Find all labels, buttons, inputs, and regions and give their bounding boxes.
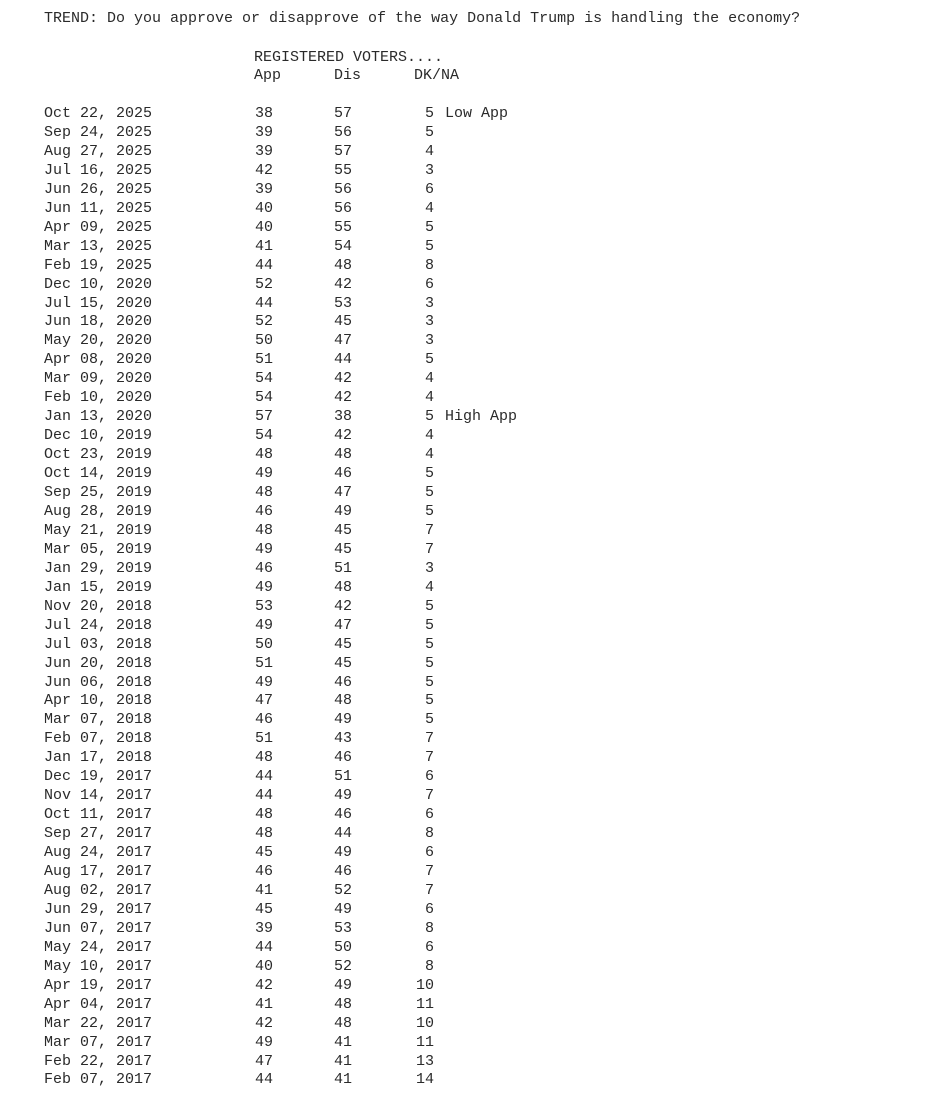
row-approve-value: 49 [255,540,274,558]
row-date: Oct 23, 2019 [44,446,153,464]
row-dk-na-value: 3 [424,332,434,350]
row-date: Feb 22, 2017 [44,1052,153,1070]
row-date: May 20, 2020 [44,332,153,350]
table-row [0,843,951,862]
row-dk-na-value: 6 [424,938,434,956]
row-approve-value: 41 [255,995,274,1013]
row-date: Jul 24, 2018 [44,616,153,634]
row-disapprove-value: 49 [334,976,353,994]
row-dk-na-value: 4 [424,370,434,388]
table-row [0,350,951,369]
row-date: Jul 16, 2025 [44,161,153,179]
row-dk-na-value: 8 [424,957,434,975]
row-disapprove-value: 52 [334,881,353,899]
table-row [0,502,951,521]
row-date: Jun 06, 2018 [44,673,153,691]
table-row [0,237,951,256]
table-row [0,691,951,710]
row-approve-value: 49 [255,673,274,691]
row-approve-value: 49 [255,616,274,634]
row-date: Jan 13, 2020 [44,408,153,426]
row-disapprove-value: 41 [334,1052,353,1070]
row-dk-na-value: 7 [424,521,434,539]
row-dk-na-value: 5 [424,351,434,369]
row-dk-na-value: 5 [424,484,434,501]
row-date: Apr 08, 2020 [44,351,153,369]
row-disapprove-value: 44 [334,825,353,843]
table-row [0,881,951,900]
row-approve-value: 46 [255,502,274,520]
row-approve-value: 54 [255,370,274,388]
row-dk-na-value: 13 [415,1052,434,1070]
table-row [0,729,951,748]
row-approve-value: 48 [255,446,274,464]
row-dk-na-value: 5 [424,123,434,141]
row-dk-na-value: 3 [424,559,434,577]
row-date: Aug 02, 2017 [44,881,153,899]
row-dk-na-value: 6 [424,275,434,293]
row-date: Aug 27, 2025 [44,142,153,160]
row-date: Feb 07, 2017 [44,1071,153,1089]
row-dk-na-value: 7 [424,540,434,558]
table-row [0,256,951,275]
table-row [0,673,951,692]
row-date: Oct 11, 2017 [44,806,153,824]
row-disapprove-value: 45 [334,521,353,539]
row-date: Mar 13, 2025 [44,237,153,255]
table-row [0,104,951,123]
table-row [0,388,951,407]
table-row [0,710,951,729]
row-dk-na-value: 10 [415,1014,434,1032]
row-date: Nov 20, 2018 [44,597,153,615]
row-dk-na-value: 5 [424,597,434,615]
row-disapprove-value: 46 [334,863,353,880]
table-row [0,748,951,767]
table-row [0,957,951,976]
row-disapprove-value: 42 [334,597,353,615]
table-row [0,1033,951,1052]
table-row [0,312,951,331]
row-approve-value: 41 [255,237,274,255]
row-date: Feb 19, 2025 [44,256,153,274]
row-approve-value: 42 [255,1014,274,1032]
row-disapprove-value: 44 [334,351,353,369]
row-approve-value: 51 [255,730,274,748]
table-row [0,578,951,597]
row-disapprove-value: 48 [334,1014,353,1032]
row-dk-na-value: 10 [415,976,434,994]
row-dk-na-value: 7 [424,881,434,899]
table-row [0,369,951,388]
row-dk-na-value: 6 [424,844,434,862]
table-row [0,597,951,616]
table-row [0,275,951,294]
row-approve-value: 46 [255,559,274,577]
row-disapprove-value: 52 [334,957,353,975]
row-approve-value: 40 [255,957,274,975]
row-disapprove-value: 53 [334,919,353,937]
row-disapprove-value: 47 [334,332,353,350]
row-disapprove-value: 45 [334,313,353,331]
row-dk-na-value: 7 [424,787,434,805]
row-approve-value: 39 [255,180,274,198]
row-approve-value: 53 [255,597,274,615]
row-approve-value: 54 [255,427,274,445]
row-date: Oct 14, 2019 [44,465,153,483]
row-dk-na-value: 3 [424,161,434,179]
row-date: Jun 11, 2025 [44,199,153,217]
row-disapprove-value: 48 [334,995,353,1013]
row-date: Apr 09, 2025 [44,218,153,236]
row-dk-na-value: 5 [424,465,434,483]
column-header-dk-na: DK/NA [414,67,460,84]
table-row [0,786,951,805]
row-date: Oct 22, 2025 [44,105,153,122]
row-disapprove-value: 42 [334,389,353,407]
row-approve-value: 48 [255,806,274,824]
row-disapprove-value: 46 [334,749,353,767]
row-dk-na-value: 8 [424,825,434,843]
row-disapprove-value: 49 [334,711,353,729]
table-row [0,464,951,483]
row-disapprove-value: 54 [334,237,353,255]
table-row [0,654,951,673]
row-dk-na-value: 8 [424,919,434,937]
row-date: Apr 04, 2017 [44,995,153,1013]
row-dk-na-value: 11 [415,995,434,1013]
row-disapprove-value: 42 [334,370,353,388]
row-disapprove-value: 47 [334,484,353,501]
row-approve-value: 39 [255,123,274,141]
table-row [0,938,951,957]
row-approve-value: 44 [255,787,274,805]
row-disapprove-value: 48 [334,256,353,274]
row-dk-na-value: 4 [424,446,434,464]
row-approve-value: 51 [255,351,274,369]
row-date: Jan 15, 2019 [44,578,153,596]
row-disapprove-value: 50 [334,938,353,956]
table-row [0,919,951,938]
row-disapprove-value: 49 [334,787,353,805]
row-dk-na-value: 3 [424,313,434,331]
row-approve-value: 42 [255,161,274,179]
row-date: Feb 07, 2018 [44,730,153,748]
table-row [0,805,951,824]
row-dk-na-value: 5 [424,616,434,634]
table-row [0,294,951,313]
row-disapprove-value: 48 [334,692,353,710]
row-disapprove-value: 46 [334,465,353,483]
table-row [0,199,951,218]
row-approve-value: 44 [255,1071,274,1089]
row-disapprove-value: 42 [334,427,353,445]
row-approve-value: 48 [255,484,274,501]
row-dk-na-value: 7 [424,863,434,880]
row-approve-value: 50 [255,635,274,653]
row-date: Jun 29, 2017 [44,900,153,918]
row-disapprove-value: 53 [334,294,353,312]
row-dk-na-value: 4 [424,578,434,596]
table-row [0,824,951,843]
row-approve-value: 42 [255,976,274,994]
row-dk-na-value: 6 [424,768,434,786]
table-row [0,1070,951,1089]
row-date: Nov 14, 2017 [44,787,153,805]
row-disapprove-value: 41 [334,1071,353,1089]
row-dk-na-value: 5 [424,502,434,520]
row-disapprove-value: 49 [334,502,353,520]
trend-question-title: TREND: Do you approve or disapprove of the way Donald Trump is handling the economy? [44,10,801,27]
row-disapprove-value: 57 [334,105,353,122]
row-approve-value: 52 [255,313,274,331]
row-dk-na-value: 7 [424,749,434,767]
row-dk-na-value: 5 [424,673,434,691]
table-row [0,161,951,180]
row-date: Sep 25, 2019 [44,484,153,501]
row-note: Low App [445,105,509,122]
row-approve-value: 40 [255,218,274,236]
table-row [0,521,951,540]
row-disapprove-value: 56 [334,123,353,141]
row-dk-na-value: 4 [424,142,434,160]
row-approve-value: 46 [255,711,274,729]
row-dk-na-value: 8 [424,256,434,274]
row-date: May 10, 2017 [44,957,153,975]
row-approve-value: 44 [255,768,274,786]
row-date: Aug 28, 2019 [44,502,153,520]
row-dk-na-value: 3 [424,294,434,312]
row-dk-na-value: 5 [424,635,434,653]
row-approve-value: 38 [255,105,274,122]
row-approve-value: 40 [255,199,274,217]
row-approve-value: 48 [255,825,274,843]
row-approve-value: 52 [255,275,274,293]
row-disapprove-value: 49 [334,900,353,918]
row-date: Apr 19, 2017 [44,976,153,994]
row-disapprove-value: 51 [334,768,353,786]
row-date: Jun 20, 2018 [44,654,153,672]
row-note: High App [445,408,518,426]
row-dk-na-value: 11 [415,1033,434,1051]
row-dk-na-value: 14 [415,1071,434,1089]
row-approve-value: 54 [255,389,274,407]
row-dk-na-value: 4 [424,199,434,217]
table-row [0,862,951,881]
row-approve-value: 47 [255,1052,274,1070]
row-approve-value: 49 [255,465,274,483]
table-row [0,1014,951,1033]
table-row [0,976,951,995]
row-date: Apr 10, 2018 [44,692,153,710]
table-row [0,540,951,559]
row-date: May 24, 2017 [44,938,153,956]
table-row [0,559,951,578]
row-disapprove-value: 43 [334,730,353,748]
row-disapprove-value: 41 [334,1033,353,1051]
row-date: Aug 24, 2017 [44,844,153,862]
row-approve-value: 51 [255,654,274,672]
row-approve-value: 46 [255,863,274,880]
row-approve-value: 49 [255,578,274,596]
row-disapprove-value: 55 [334,218,353,236]
row-approve-value: 44 [255,256,274,274]
row-date: Mar 07, 2018 [44,711,153,729]
row-disapprove-value: 45 [334,654,353,672]
row-approve-value: 49 [255,1033,274,1051]
table-row [0,1052,951,1071]
row-disapprove-value: 51 [334,559,353,577]
row-date: Dec 10, 2019 [44,427,153,445]
table-row [0,331,951,350]
table-row [0,407,951,426]
table-row [0,900,951,919]
row-dk-na-value: 5 [424,237,434,255]
table-row [0,445,951,464]
row-disapprove-value: 56 [334,180,353,198]
row-date: Dec 10, 2020 [44,275,153,293]
table-row [0,483,951,502]
row-disapprove-value: 42 [334,275,353,293]
table-row [0,123,951,142]
row-date: Feb 10, 2020 [44,389,153,407]
row-disapprove-value: 47 [334,616,353,634]
table-row [0,218,951,237]
row-disapprove-value: 56 [334,199,353,217]
row-dk-na-value: 5 [424,408,434,426]
row-dk-na-value: 5 [424,105,434,122]
row-approve-value: 45 [255,900,274,918]
row-disapprove-value: 46 [334,806,353,824]
row-dk-na-value: 5 [424,692,434,710]
row-dk-na-value: 6 [424,180,434,198]
row-dk-na-value: 5 [424,711,434,729]
row-approve-value: 41 [255,881,274,899]
row-approve-value: 48 [255,521,274,539]
row-dk-na-value: 7 [424,730,434,748]
row-date: Jun 26, 2025 [44,180,153,198]
row-disapprove-value: 49 [334,844,353,862]
row-date: Jun 18, 2020 [44,313,153,331]
row-date: Jun 07, 2017 [44,919,153,937]
table-row [0,995,951,1014]
table-row [0,635,951,654]
row-approve-value: 44 [255,938,274,956]
table-row [0,142,951,161]
row-date: Jul 15, 2020 [44,294,153,312]
row-dk-na-value: 6 [424,806,434,824]
row-approve-value: 48 [255,749,274,767]
row-approve-value: 39 [255,919,274,937]
row-date: Dec 19, 2017 [44,768,153,786]
row-date: Jan 29, 2019 [44,559,153,577]
row-date: May 21, 2019 [44,521,153,539]
row-disapprove-value: 55 [334,161,353,179]
row-date: Mar 22, 2017 [44,1014,153,1032]
row-date: Mar 09, 2020 [44,370,153,388]
row-date: Mar 05, 2019 [44,540,153,558]
row-disapprove-value: 48 [334,578,353,596]
column-header-dis: Dis [334,67,362,84]
row-date: Mar 07, 2017 [44,1033,153,1051]
row-date: Sep 24, 2025 [44,123,153,141]
group-label: REGISTERED VOTERS.... [254,49,444,66]
table-row [0,180,951,199]
row-approve-value: 47 [255,692,274,710]
row-approve-value: 45 [255,844,274,862]
row-date: Aug 17, 2017 [44,863,153,880]
row-date: Sep 27, 2017 [44,825,153,843]
table-row [0,616,951,635]
row-dk-na-value: 5 [424,218,434,236]
row-disapprove-value: 57 [334,142,353,160]
row-approve-value: 44 [255,294,274,312]
table-row [0,426,951,445]
row-dk-na-value: 5 [424,654,434,672]
row-approve-value: 50 [255,332,274,350]
row-dk-na-value: 6 [424,900,434,918]
row-dk-na-value: 4 [424,389,434,407]
row-date: Jul 03, 2018 [44,635,153,653]
row-dk-na-value: 4 [424,427,434,445]
row-approve-value: 39 [255,142,274,160]
column-header-app: App [254,67,282,84]
row-disapprove-value: 38 [334,408,353,426]
row-disapprove-value: 45 [334,540,353,558]
row-approve-value: 57 [255,408,274,426]
row-disapprove-value: 46 [334,673,353,691]
row-disapprove-value: 48 [334,446,353,464]
row-disapprove-value: 45 [334,635,353,653]
table-row [0,767,951,786]
row-date: Jan 17, 2018 [44,749,153,767]
